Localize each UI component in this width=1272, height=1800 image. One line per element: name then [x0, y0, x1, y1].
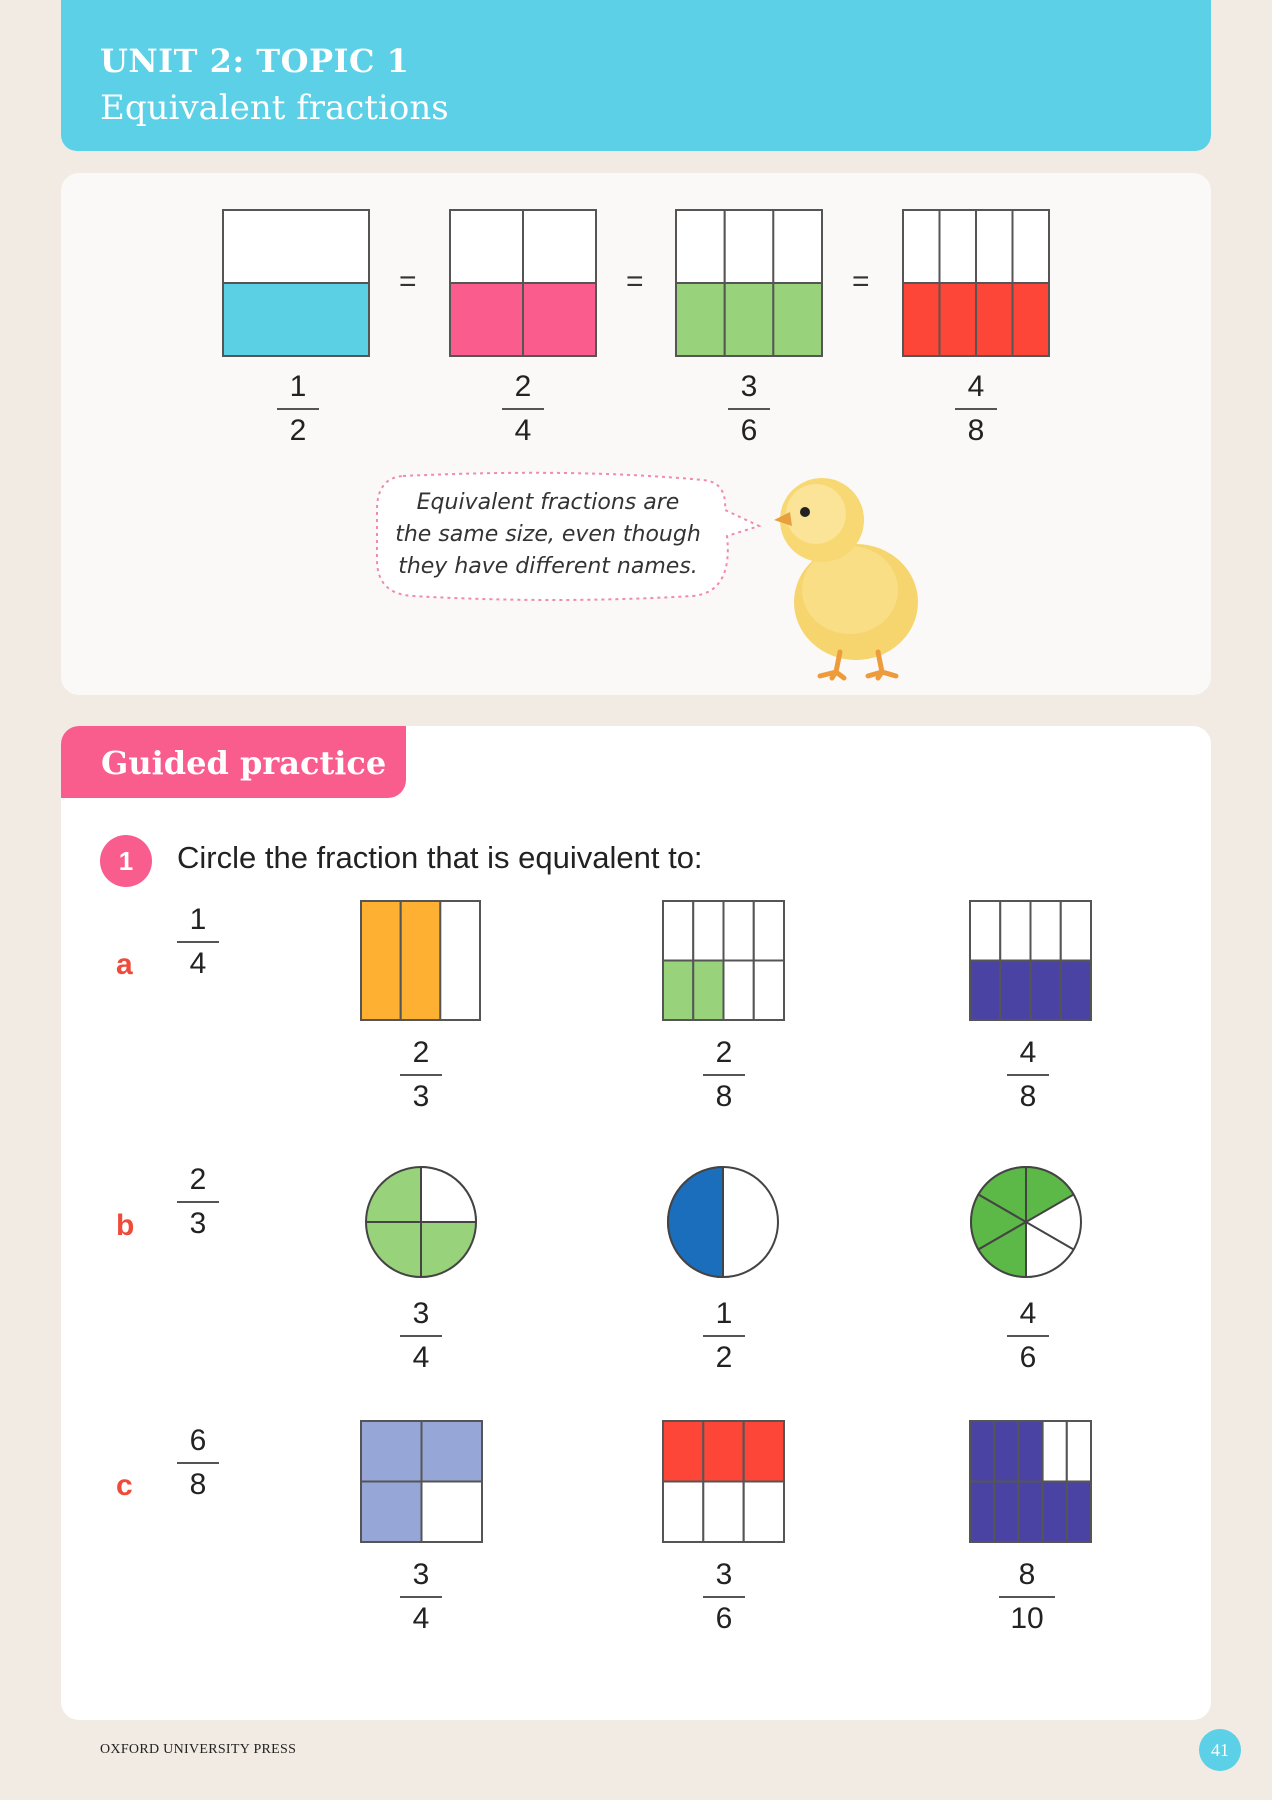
unit-heading: UNIT 2: TOPIC 1 — [100, 42, 410, 80]
chick-illustration — [760, 462, 940, 682]
option-a1-fraction[interactable]: 2 3 — [400, 1035, 442, 1115]
fraction-label: 1 2 — [277, 369, 319, 449]
half-bar — [222, 209, 370, 357]
topic-header — [61, 0, 1211, 151]
option-a3-fraction[interactable]: 4 8 — [1007, 1035, 1049, 1115]
option-c1-quarters-grid[interactable] — [360, 1420, 483, 1543]
option-c2-fraction[interactable]: 3 6 — [703, 1557, 745, 1637]
question-number-badge: 1 — [100, 835, 152, 887]
target-fraction-b: 2 3 — [177, 1162, 219, 1242]
equals-sign: = — [626, 265, 644, 298]
quarters-bar — [449, 209, 597, 357]
row-label-b: b — [116, 1209, 135, 1242]
option-a3-eighths-grid[interactable] — [969, 900, 1092, 1021]
row-label-c: c — [116, 1469, 133, 1502]
publisher-footer: OXFORD UNIVERSITY PRESS — [100, 1742, 297, 1757]
option-b2-halves-circle[interactable] — [667, 1166, 779, 1278]
option-b2-fraction[interactable]: 1 2 — [703, 1296, 745, 1376]
option-c3-fraction[interactable]: 8 10 — [999, 1557, 1055, 1637]
option-b1-quarters-circle[interactable] — [365, 1166, 477, 1278]
topic-title: Equivalent fractions — [100, 88, 449, 128]
option-c3-tenths-grid[interactable] — [969, 1420, 1092, 1543]
eighths-bar — [902, 209, 1050, 357]
option-b1-fraction[interactable]: 3 4 — [400, 1296, 442, 1376]
target-fraction-c: 6 8 — [177, 1423, 219, 1503]
option-b3-fraction[interactable]: 4 6 — [1007, 1296, 1049, 1376]
option-c1-fraction[interactable]: 3 4 — [400, 1557, 442, 1637]
guided-practice-tab — [61, 726, 406, 798]
fraction-label: 2 4 — [502, 369, 544, 449]
fraction-label: 3 6 — [728, 369, 770, 449]
option-a2-eighths-grid[interactable] — [662, 900, 785, 1021]
option-a1-thirds-bar[interactable] — [360, 900, 481, 1021]
guided-practice-title: Guided practice — [101, 744, 387, 782]
equals-sign: = — [852, 265, 870, 298]
target-fraction-a: 1 4 — [177, 902, 219, 982]
speech-bubble-text: Equivalent fractions are the same size, even though they have different names. — [395, 490, 701, 579]
option-b3-sixths-circle[interactable] — [970, 1166, 1082, 1278]
option-a2-fraction[interactable]: 2 8 — [703, 1035, 745, 1115]
page-number: 41 — [1199, 1729, 1241, 1771]
row-label-a: a — [116, 948, 133, 981]
fraction-label: 4 8 — [955, 369, 997, 449]
equals-sign: = — [399, 265, 417, 298]
option-c2-sixths-grid[interactable] — [662, 1420, 785, 1543]
question-text: Circle the fraction that is equivalent to: — [177, 840, 703, 875]
sixths-bar — [675, 209, 823, 357]
